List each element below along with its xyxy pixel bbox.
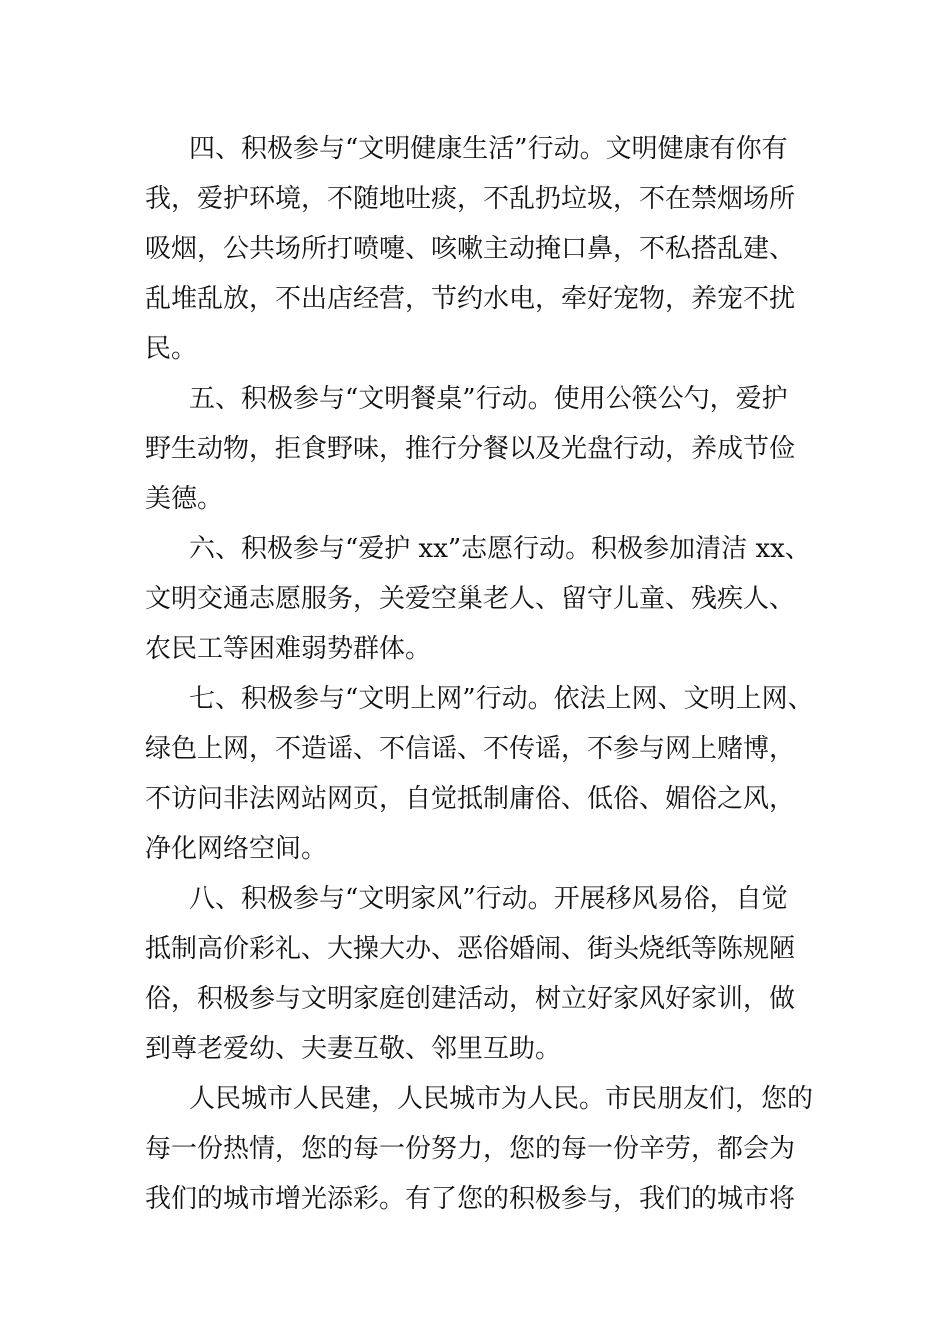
paragraph-line: 八、积极参与“文明家风”行动。开展移风易俗，自觉	[189, 884, 788, 914]
paragraph-line: 吸烟，公共场所打喷嚏、咳嗽主动掩口鼻，不私搭乱建、	[145, 234, 796, 264]
paragraph-closing	[145, 1074, 825, 1224]
paragraph-four	[145, 124, 825, 374]
paragraph-six	[145, 524, 825, 674]
paragraph-line: 野生动物，拒食野味，推行分餐以及光盘行动，养成节俭	[145, 434, 796, 464]
paragraph-line: 绿色上网，不造谣、不信谣、不传谣，不参与网上赌博，	[145, 734, 796, 764]
paragraph-line: 四、积极参与“文明健康生活”行动。文明健康有你有	[189, 134, 788, 164]
paragraph-line: 抵制高价彩礼、大操大办、恶俗婚闹、街头烧纸等陈规陋	[145, 934, 796, 964]
paragraph-line: 乱堆乱放，不出店经营，节约水电，牵好宠物，养宠不扰	[145, 284, 796, 314]
paragraph-line: 人民城市人民建，人民城市为人民。市民朋友们，您的	[189, 1084, 814, 1114]
paragraph-line: 五、积极参与“文明餐桌”行动。使用公筷公勺，爱护	[189, 384, 788, 414]
paragraph-line: 我，爱护环境，不随地吐痰，不乱扔垃圾，不在禁烟场所	[145, 184, 796, 214]
paragraph-line: 七、积极参与“文明上网”行动。依法上网、文明上网、	[189, 684, 814, 714]
document-body	[145, 124, 825, 1224]
paragraph-line: 不访问非法网站网页，自觉抵制庸俗、低俗、媚俗之风，	[145, 784, 796, 814]
paragraph-line: 净化网络空间。	[145, 834, 328, 864]
paragraph-five	[145, 374, 825, 524]
paragraph-line: 每一份热情，您的每一份努力，您的每一份辛劳，都会为	[145, 1134, 796, 1164]
paragraph-line: 美德。	[145, 484, 224, 514]
paragraph-line: 俗，积极参与文明家庭创建活动，树立好家风好家训，做	[145, 984, 796, 1014]
paragraph-line: 六、积极参与“爱护 xx”志愿行动。积极参加清洁 xx、	[189, 534, 811, 564]
paragraph-eight	[145, 874, 825, 1074]
paragraph-line: 农民工等困难弱势群体。	[145, 634, 432, 664]
paragraph-line: 民。	[145, 334, 198, 364]
paragraph-line: 到尊老爱幼、夫妻互敬、邻里互助。	[145, 1034, 562, 1064]
paragraph-line: 文明交通志愿服务，关爱空巢老人、留守儿童、残疾人、	[145, 584, 796, 614]
paragraph-line: 我们的城市增光添彩。有了您的积极参与，我们的城市将	[145, 1184, 796, 1214]
paragraph-seven	[145, 674, 825, 874]
